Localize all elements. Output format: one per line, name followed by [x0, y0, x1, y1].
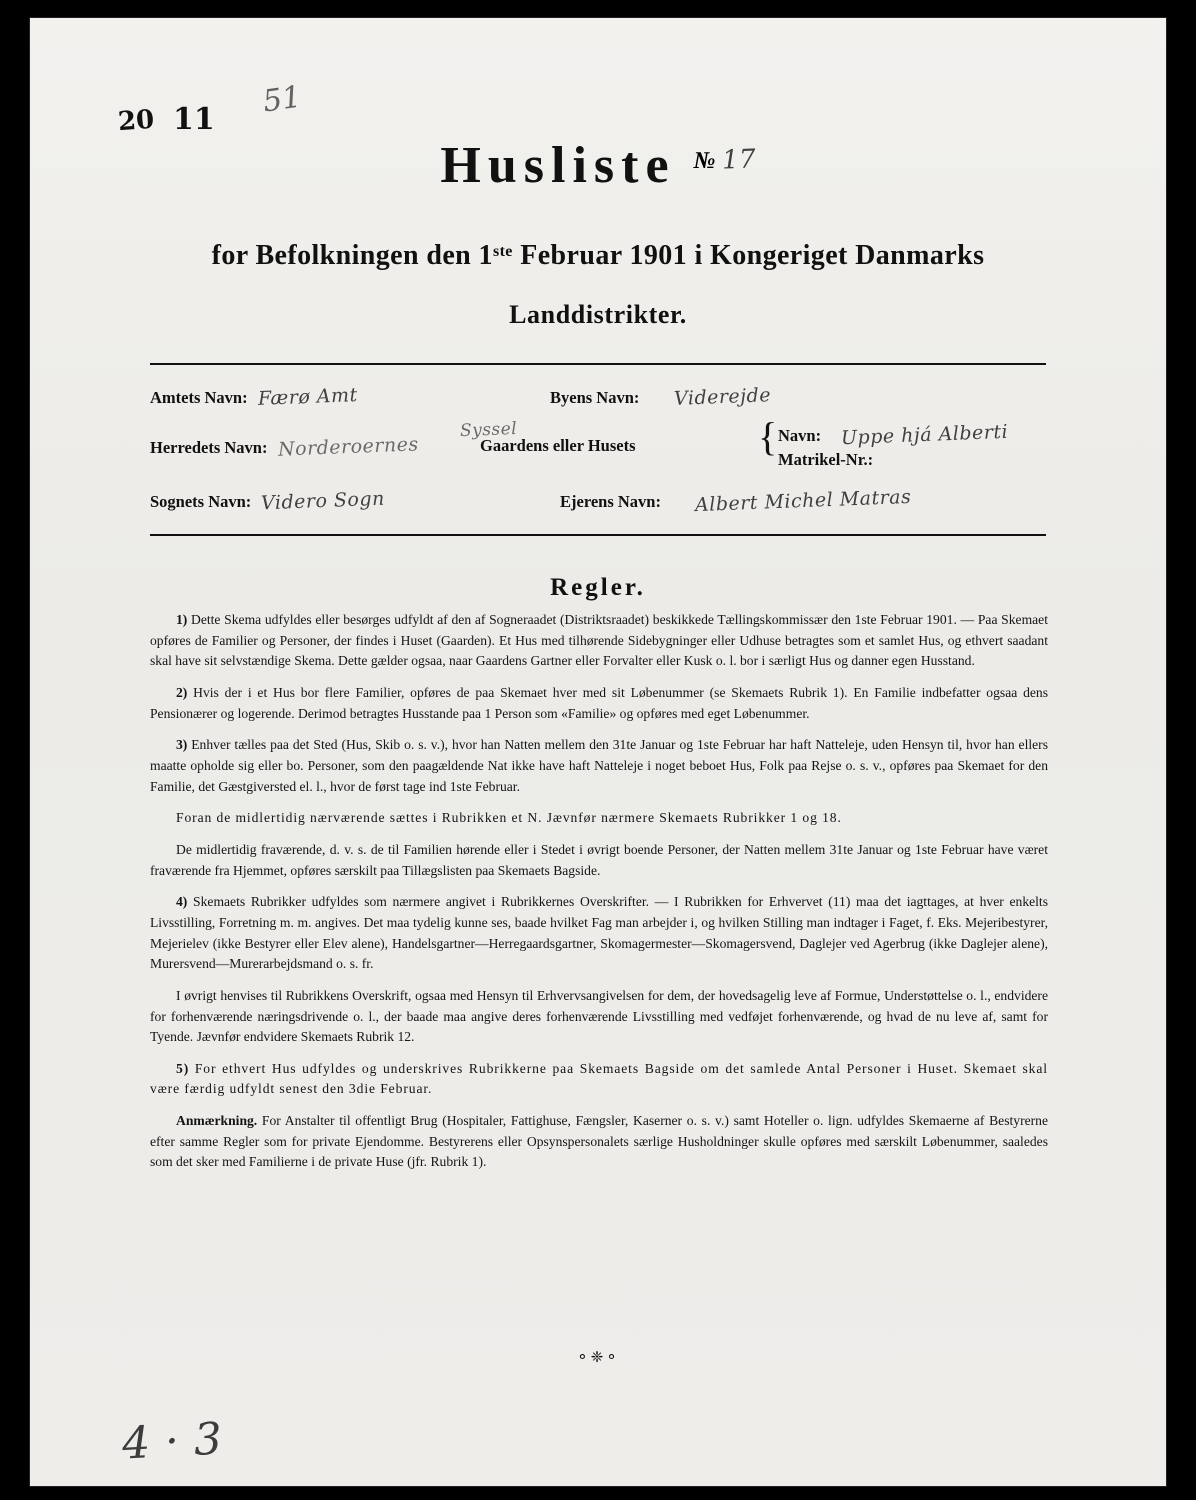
rule-text: Foran de midlertidig nærværende sættes i Rubrikken et N. Jævnfør nærmere Skemaets Rubrikker 1 og 18.	[176, 810, 842, 826]
field-gaard-label-wrap	[480, 436, 636, 456]
page-surface	[30, 18, 1166, 1486]
subtitle-line-2: Landdistrikter.	[509, 300, 687, 329]
field-gaard-label: Gaardens eller Husets	[480, 436, 636, 455]
subtitle-line-1	[30, 240, 1166, 272]
field-matrikel	[778, 450, 883, 470]
rule-text: Dette Skema udfyldes eller besørges udfyldt af den af Sogneraadet (Distriktsraadet) beskikkede Tællingskommissær den 1ste Februar 1901. — Paa Skemaet opføres de Familier og Personer, der findes i Huset (Gaarden). Et Hus med tilhørende Sidebygninger eller Udhuse betragtes som et samlet Hus, og ethvert saadant skal have sit selvstændige Skema. Dette gælder ogsaa, naar Gaardens Gartner eller Forvalter eller Kusk o. l. bor i særligt Hus og danner egen Husstand.	[150, 612, 1048, 669]
rule-text: Enhver tælles paa det Sted (Hus, Skib o. s. v.), hvor han Natten mellem den 31te Januar og 1ste Februar har haft Natteleje, uden Hensyn til, hvor han ellers maatte opholde sig eller bo. Personer, som den paagældende Nat ikke have haft Natteleje i noget beboet Hus, Folk paa Rejse o. s. v., opføres paa Skemaet for den Familie, det Gæstgiversted el. l., hvor de først tage ind 1ste Februar.	[150, 737, 1048, 794]
divider-top	[150, 363, 1046, 365]
title-block	[30, 136, 1166, 195]
rule-text: Hvis der i et Hus bor flere Familier, opføres de paa Skemaet hver med sit Løbenummer (se Skemaets Rubrik 1). En Familie indbefatter ogsaa dens Pensionærer og logerende. Derimod betragtes Husstande paa 1 Person som «Familie» og opføres med eget Løbenummer.	[150, 684, 1049, 721]
document-page	[30, 18, 1166, 1486]
page-title: Husliste	[440, 137, 676, 194]
field-herred-value: Norderoernes	[277, 433, 419, 461]
field-amt-value: Færø Amt	[257, 384, 358, 410]
rule-paragraph	[150, 1111, 1048, 1173]
field-amt	[150, 386, 357, 408]
rule-number: 2)	[176, 684, 188, 700]
rule-number: Anmærkning.	[176, 1113, 258, 1129]
identity-fields	[150, 380, 1046, 530]
rule-paragraph	[150, 808, 1048, 829]
rule-text: For ethvert Hus udfyldes og underskrives Rubrikkerne paa Skemaets Bagside om det samlede Antal Personer i Huset. Skemaet skal være færdig udfyldt senest den 3die Februar.	[150, 1060, 1048, 1097]
rule-number: 1)	[176, 612, 188, 627]
subtitle-superscript: ste	[492, 243, 513, 260]
field-sogn	[150, 487, 386, 515]
field-navn	[778, 420, 1009, 450]
form-number-label: №	[693, 148, 716, 174]
form-number-value: 17	[720, 144, 757, 176]
rule-paragraph	[150, 735, 1048, 797]
rule-text: De midlertidig fraværende, d. v. s. de til Familien hørende eller i Stedet i øvrigt boende Personer, der Natten mellem 31te Januar og 1ste Februar have været fraværende fra Hjemmet, opføres særskilt paa Tillægslisten paa Skemaets Bagside.	[150, 841, 1048, 878]
field-navn-label: Navn:	[778, 426, 822, 445]
bottom-archival-mark: 4 · 3	[120, 1413, 224, 1470]
field-ejer	[560, 485, 912, 517]
rule-paragraph	[150, 892, 1048, 975]
archival-number-left: 20	[116, 104, 156, 138]
archival-pencil-number: 51	[260, 79, 304, 120]
rule-text: For Anstalter til offentligt Brug (Hospitaler, Fattighuse, Fængsler, Kaserner o. s. v.) samt Hoteller o. lign. udfyldes Skemaerne af Bestyrerne efter samme Regler som for private Ejendomme. Bestyrerens eller Opsynspersonalets særlige Husholdninger skulle opføres med særskilt Løbenummer, saaledes som det sker med Familierne i de private Huse (jfr. Rubrik 1).	[150, 1113, 1049, 1170]
subtitle-part-b: Februar 1901 i Kongeriget Danmarks	[512, 240, 985, 271]
field-ejer-label: Ejerens Navn:	[560, 492, 661, 511]
field-matrikel-label: Matrikel-Nr.:	[778, 450, 874, 469]
rule-paragraph	[150, 840, 1048, 881]
field-herred	[150, 433, 419, 461]
field-ejer-value: Albert Michel Matras	[694, 485, 912, 517]
field-by	[550, 386, 771, 408]
rules-body	[150, 610, 1048, 1184]
field-sogn-value: Videro Sogn	[261, 487, 386, 515]
field-by-label: Byens Navn:	[550, 388, 640, 407]
field-sogn-label: Sognets Navn:	[150, 492, 252, 511]
ornament-divider: ⚬❈⚬	[576, 1350, 620, 1366]
field-by-value: Viderejde	[673, 384, 771, 410]
divider-bottom	[150, 534, 1046, 536]
archival-number-middle: 11	[173, 102, 215, 137]
rule-number: 5)	[176, 1060, 190, 1076]
rule-paragraph	[150, 610, 1048, 672]
field-navn-value: Uppe hjá Alberti	[840, 420, 1009, 450]
field-amt-label: Amtets Navn:	[150, 388, 248, 407]
rule-text: Skemaets Rubrikker udfyldes som nærmere angivet i Rubrikkernes Overskrifter. — I Rubrikken for Erhvervet (11) maa det iagttages, at hver enkelts Livsstilling, Forretning m. m. angives. Det maa tydelig kunne ses, baade hvilket Fag man arbejder i, og hvilken Stilling man indtager i Faget, f. Eks. Mejeribestyrer, Mejerielev (ikke Bestyrer eller Elev alene), Handelsgartner—Herregaardsgartner, Skomagermester—Skomagersvend, Daglejer ved Agerbrug (ikke Daglejer alene), Murersvend—Murerarbejdsmand o. s. fr.	[150, 894, 1048, 972]
rule-number: 3)	[176, 737, 188, 753]
brace-glyph: {	[758, 414, 778, 459]
subtitle-part-a: for Befolkningen den 1	[211, 240, 493, 271]
rule-text: I øvrigt henvises til Rubrikkens Overskrift, ogsaa med Hensyn til Erhvervsangivelsen for dem, der hovedsagelig leve af Formue, Understøttelse o. l., endvidere for forhenværende næringsdrivende o. l., der baade maa angive deres forhenværende Livsstilling med vedføjet forhenværende, og hvad de nu leve af, samt for Tyende. Jævnfør endvidere Skemaets Rubrik 12.	[150, 987, 1048, 1045]
rules-heading: Regler.	[550, 574, 646, 601]
rule-number: 4)	[176, 894, 188, 910]
field-herred-label: Herredets Navn:	[150, 438, 268, 457]
rule-paragraph	[150, 683, 1048, 724]
rule-paragraph	[150, 1059, 1048, 1100]
field-herred-value-extra: Syssel	[459, 418, 518, 442]
rule-paragraph	[150, 986, 1048, 1048]
